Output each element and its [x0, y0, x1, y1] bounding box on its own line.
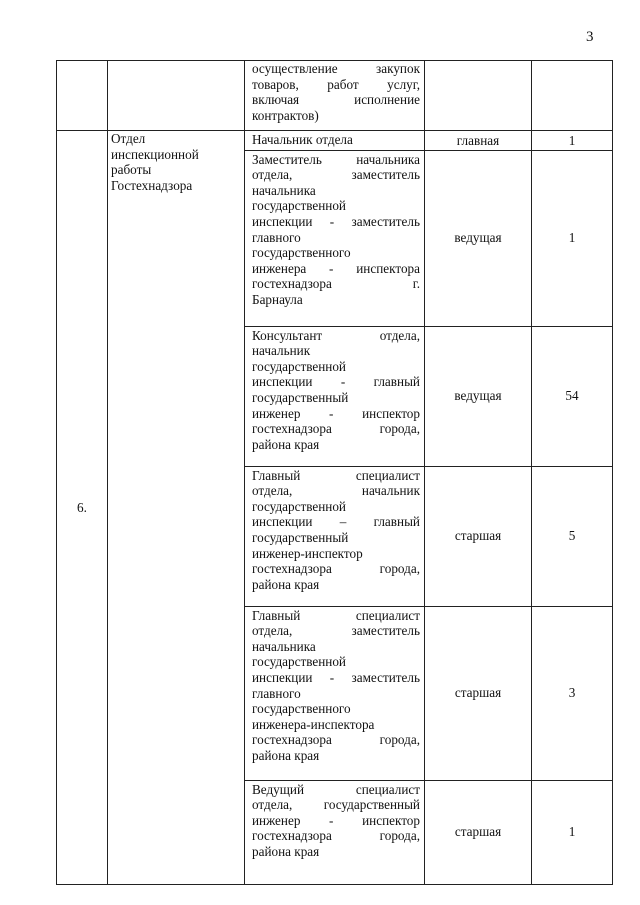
- position-count-cell: 54: [532, 326, 613, 466]
- position-count-cell: 3: [532, 606, 613, 780]
- position-cell: [245, 326, 425, 466]
- position-cell: [245, 780, 425, 884]
- position-line: инспекции - главный: [252, 374, 420, 390]
- section-number: 6.: [77, 499, 87, 515]
- position-line: Барнаула: [252, 291, 303, 307]
- position-line: государственный: [252, 529, 349, 545]
- position-line: начальник: [252, 343, 311, 359]
- position-line: Консультант отдела,: [252, 327, 420, 343]
- position-group-cell: главная: [425, 131, 532, 151]
- position-group-cell: ведущая: [425, 150, 532, 326]
- position-line: гостехнадзора города,: [252, 421, 420, 437]
- position-line: включая исполнение: [252, 92, 420, 108]
- department-line: Отдел: [111, 131, 146, 146]
- position-line: отдела, заместитель: [252, 167, 420, 183]
- continuation-row: [57, 61, 613, 131]
- position-line: гостехнадзора города,: [252, 561, 420, 577]
- position-line: Главный специалист: [252, 467, 420, 483]
- position-group-cell: старшая: [425, 466, 532, 606]
- position-line: государственный: [252, 389, 349, 405]
- position-line: товаров, работ услуг,: [252, 76, 420, 92]
- position-cell: [245, 466, 425, 606]
- position-cell: [245, 131, 425, 151]
- position-group-cell: старшая: [425, 780, 532, 884]
- position-line: осуществление закупок: [252, 61, 420, 76]
- position-line: инженер-инспектор: [252, 545, 363, 561]
- position-line: Главный специалист: [252, 607, 420, 623]
- page-number: 3: [586, 29, 594, 45]
- position-line: начальника: [252, 182, 316, 198]
- position-group-cell: ведущая: [425, 326, 532, 466]
- position-line: инженера - инспектора: [252, 260, 420, 276]
- position-group-cell: старшая: [425, 606, 532, 780]
- position-count-cell: 5: [532, 466, 613, 606]
- staff-table: [56, 60, 613, 885]
- continuation-position-cell: [245, 61, 425, 131]
- position-line: района края: [252, 747, 320, 763]
- position-line: отдела, государственный: [252, 797, 420, 813]
- position-count-cell: 1: [532, 150, 613, 326]
- position-line: инженера-инспектора: [252, 716, 375, 732]
- position-count-cell: 1: [532, 780, 613, 884]
- position-line: гостехнадзора города,: [252, 828, 420, 844]
- position-line: государственной: [252, 498, 346, 514]
- position-line: контрактов): [252, 107, 319, 123]
- position-line: главного: [252, 685, 301, 701]
- position-line: района края: [252, 436, 320, 452]
- position-line: инженер - инспектор: [252, 812, 420, 828]
- position-line: Ведущий специалист: [252, 781, 420, 797]
- position-line: государственной: [252, 198, 346, 214]
- position-line: главного: [252, 229, 301, 245]
- position-line: гостехнадзора г.: [252, 276, 420, 292]
- position-line: Заместитель начальника: [252, 151, 420, 167]
- position-line: инспекции - заместитель: [252, 213, 420, 229]
- position-line: инспекции - заместитель: [252, 669, 420, 685]
- continuation-department-cell: [108, 61, 245, 131]
- position-line: государственной: [252, 358, 346, 374]
- position-line: отдела, начальник: [252, 483, 420, 499]
- position-line: гостехнадзора города,: [252, 732, 420, 748]
- department-line: инспекционной: [111, 146, 199, 162]
- position-line: государственного: [252, 701, 351, 717]
- position-line: государственной: [252, 654, 346, 670]
- department-cell: [108, 131, 245, 885]
- position-line: начальника: [252, 638, 316, 654]
- continuation-group-cell: [425, 61, 532, 131]
- position-line: района края: [252, 843, 320, 859]
- position-line: инспекции – главный: [252, 514, 420, 530]
- position-line: отдела, заместитель: [252, 623, 420, 639]
- section-number-cell: [57, 131, 108, 885]
- position-row: [57, 131, 613, 151]
- position-count-cell: 1: [532, 131, 613, 151]
- position-line: государственного: [252, 245, 351, 261]
- continuation-number-cell: [57, 61, 108, 131]
- position-line: Начальник отдела: [252, 132, 353, 147]
- position-cell: [245, 606, 425, 780]
- position-cell: [245, 150, 425, 326]
- department-line: Гостехнадзора: [111, 177, 193, 193]
- continuation-count-cell: [532, 61, 613, 131]
- department-line: работы: [111, 162, 152, 178]
- position-line: инженер - инспектор: [252, 405, 420, 421]
- position-line: района края: [252, 576, 320, 592]
